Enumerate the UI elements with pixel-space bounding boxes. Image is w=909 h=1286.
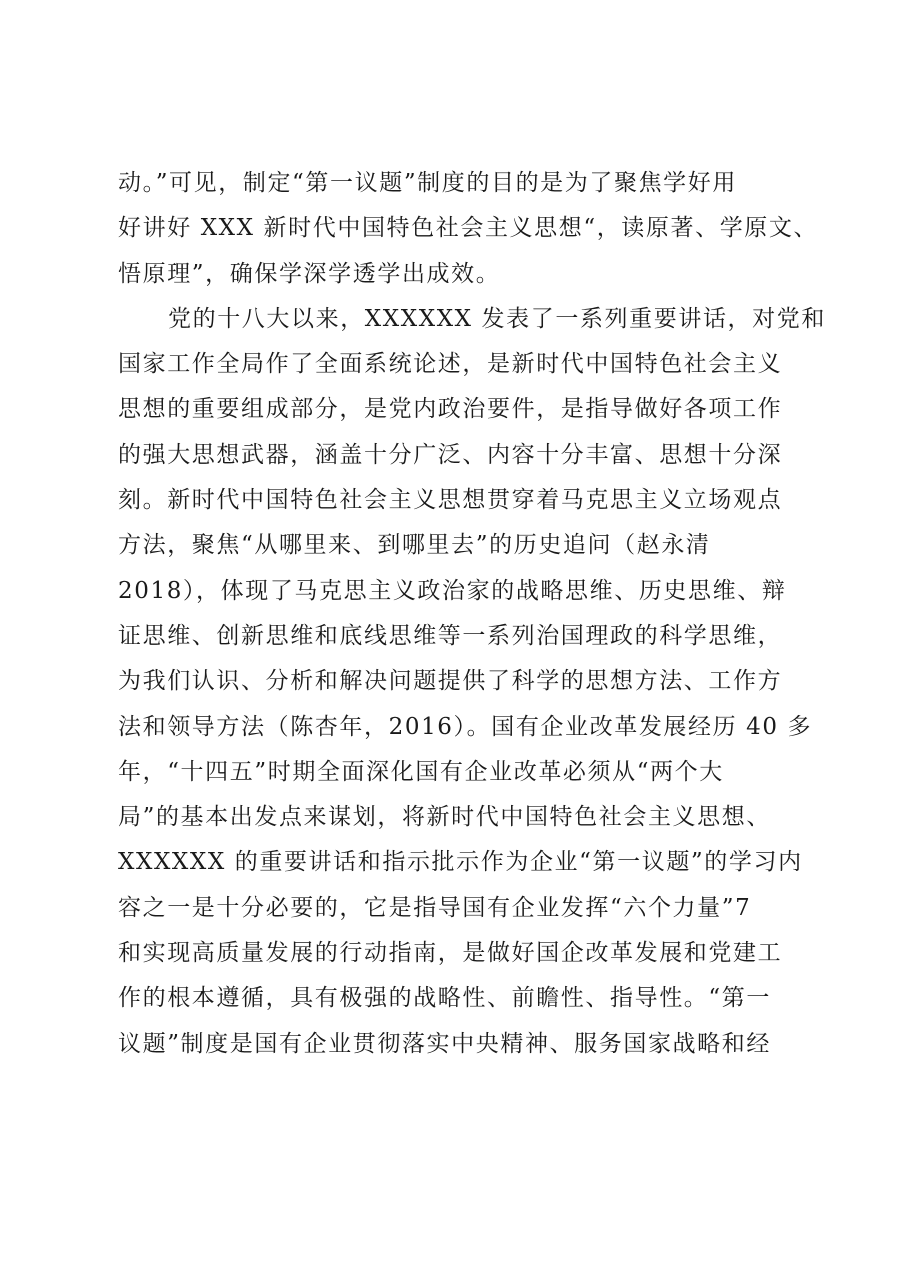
paragraph-2-line-16: 作的根本遵循，具有极强的战略性、前瞻性、指导性。“第一: [118, 985, 771, 1012]
body-text: [118, 161, 826, 1067]
paragraph-2-line-3: 思想的重要组成部分，是党内政治要件，是指导做好各项工作: [118, 396, 783, 423]
paragraph-1-line-3: 悟原理”，确保学深学透学出成效。: [118, 260, 501, 287]
paragraph-2-line-12: 局”的基本出发点来谋划，将新时代中国特色社会主义思想、: [118, 804, 771, 831]
paragraph-2-line-5: 刻。新时代中国特色社会主义思想贯穿着马克思主义立场观点: [118, 487, 783, 514]
paragraph-2-line-14: 容之一是十分必要的，它是指导国有企业发挥“六个力量”7: [118, 894, 752, 921]
paragraph-2-line-15: 和实现高质量发展的行动指南，是做好国企改革发展和党建工: [118, 940, 783, 967]
paragraph-2-line-17: 议题”制度是国有企业贯彻落实中央精神、服务国家战略和经: [118, 1030, 771, 1057]
paragraph-1-line-1: 动。”可见，制定“第一议题”制度的目的是为了聚焦学好用: [118, 170, 737, 196]
paragraph-2-line-2: 国家工作全局作了全面系统论述，是新时代中国特色社会主义: [118, 351, 783, 378]
paragraph-2-line-6: 方法，聚焦“从哪里来、到哪里去”的历史追问（赵永清: [118, 532, 711, 559]
paragraph-2-line-8: 证思维、创新思维和底线思维等一系列治国理政的科学思维，: [118, 622, 783, 649]
paragraph-2-line-9: 为我们认识、分析和解决问题提供了科学的思想方法、工作方: [118, 668, 783, 695]
paragraph-2-line-11: 年，“十四五”时期全面深化国有企业改革必须从“两个大: [118, 758, 724, 785]
paragraph-2-line-7: 2018），体现了马克思主义政治家的战略思维、历史思维、辩: [118, 577, 787, 604]
paragraph-1-line-2: 好讲好 XXX 新时代中国特色社会主义思想“，读原著、学原文、: [118, 215, 819, 242]
paragraph-2-line-4: 的强大思想武器，涵盖十分广泛、内容十分丰富、思想十分深: [118, 441, 783, 468]
paragraph-2-line-10: 法和领导方法（陈杏年，2016）。国有企业改革发展经历 40 多: [118, 713, 813, 740]
paragraph-2-line-1: 党的十八大以来，XXXXXX 发表了一系列重要讲话，对党和: [168, 305, 826, 332]
paragraph-2-line-13: XXXXXX 的重要讲话和指示批示作为企业“第一议题”的学习内: [118, 849, 803, 876]
